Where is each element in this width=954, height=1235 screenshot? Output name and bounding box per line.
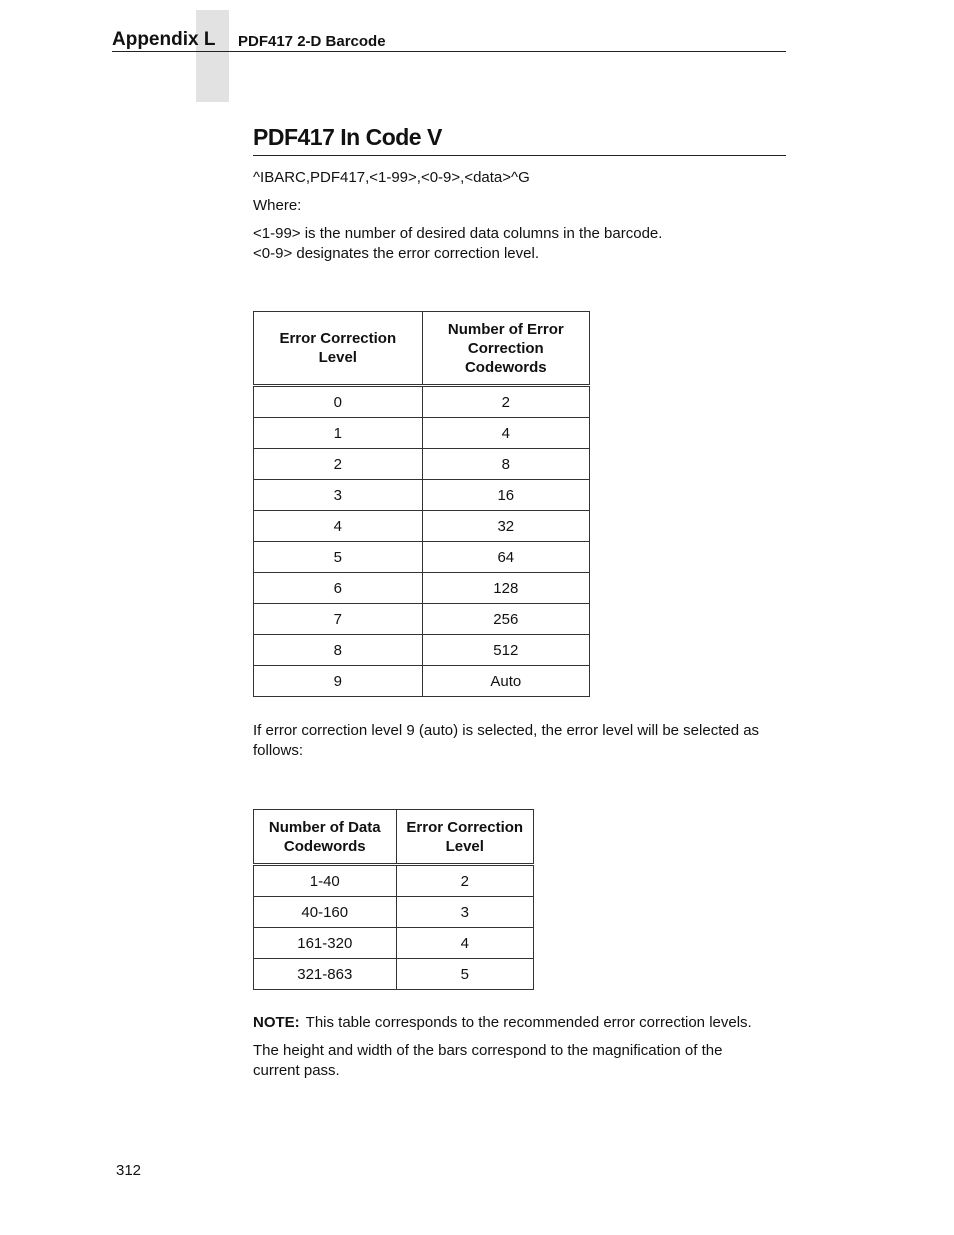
table-cell: 9 bbox=[254, 666, 423, 697]
table-cell: 3 bbox=[254, 480, 423, 511]
appendix-label: Appendix L bbox=[112, 29, 216, 50]
chapter-title: PDF417 2-D Barcode bbox=[238, 33, 386, 50]
param-error-level-description: <0-9> designates the error correction level. bbox=[253, 245, 539, 262]
table-cell: 64 bbox=[422, 542, 589, 573]
closing-paragraph: The height and width of the bars correspond to the magnification of the current pass. bbox=[253, 1042, 723, 1079]
table-cell: 4 bbox=[422, 418, 589, 449]
section-divider bbox=[253, 155, 786, 156]
command-syntax: ^IBARC,PDF417,<1-99>,<0-9>,<data>^G bbox=[253, 169, 530, 186]
table-cell: 16 bbox=[422, 480, 589, 511]
table-row bbox=[254, 635, 590, 666]
table-cell: 2 bbox=[422, 386, 589, 418]
table-cell: 4 bbox=[396, 928, 533, 959]
table-row bbox=[254, 928, 534, 959]
table-row bbox=[254, 542, 590, 573]
table-cell: 8 bbox=[254, 635, 423, 666]
column-header: Error Correction Level bbox=[254, 312, 423, 386]
table-row bbox=[254, 959, 534, 990]
table-cell: 128 bbox=[422, 573, 589, 604]
note-label: NOTE: bbox=[253, 1014, 300, 1031]
auto-level-explanation: If error correction level 9 (auto) is selected, the error level will be selected as follows: bbox=[253, 722, 760, 759]
table-row bbox=[254, 604, 590, 635]
table-cell: Auto bbox=[422, 666, 589, 697]
table-cell: 8 bbox=[422, 449, 589, 480]
column-header: Number of Data Codewords bbox=[254, 810, 397, 865]
table-row bbox=[254, 897, 534, 928]
auto-level-selection-table bbox=[253, 809, 534, 990]
where-label: Where: bbox=[253, 197, 302, 214]
note-paragraph bbox=[253, 1013, 752, 1033]
table-cell: 2 bbox=[254, 449, 423, 480]
table-header-row bbox=[254, 312, 590, 386]
table-cell: 3 bbox=[396, 897, 533, 928]
table-cell: 6 bbox=[254, 573, 423, 604]
table-row bbox=[254, 449, 590, 480]
table-cell: 1 bbox=[254, 418, 423, 449]
table-cell: 4 bbox=[254, 511, 423, 542]
table-row bbox=[254, 511, 590, 542]
table-cell: 5 bbox=[254, 542, 423, 573]
error-correction-codewords-table bbox=[253, 311, 590, 697]
table-row bbox=[254, 865, 534, 897]
page-number: 312 bbox=[116, 1162, 142, 1179]
table-row bbox=[254, 418, 590, 449]
table-cell: 256 bbox=[422, 604, 589, 635]
table-cell: 40-160 bbox=[254, 897, 397, 928]
chapter-tab-marker bbox=[196, 10, 229, 102]
column-header: Error Correction Level bbox=[396, 810, 533, 865]
note-text: This table corresponds to the recommended error correction levels. bbox=[305, 1014, 752, 1031]
header-divider bbox=[112, 51, 786, 52]
table-cell: 1-40 bbox=[254, 865, 397, 897]
table-cell: 321-863 bbox=[254, 959, 397, 990]
table-cell: 7 bbox=[254, 604, 423, 635]
table-header-row bbox=[254, 810, 534, 865]
param-columns-description: <1-99> is the number of desired data columns in the barcode. bbox=[253, 225, 663, 242]
table-row bbox=[254, 573, 590, 604]
table-cell: 161-320 bbox=[254, 928, 397, 959]
table-cell: 0 bbox=[254, 386, 423, 418]
table-cell: 2 bbox=[396, 865, 533, 897]
column-header: Number of Error Correction Codewords bbox=[422, 312, 589, 386]
table-row bbox=[254, 386, 590, 418]
table-row bbox=[254, 480, 590, 511]
table-cell: 32 bbox=[422, 511, 589, 542]
section-title: PDF417 In Code V bbox=[253, 124, 442, 150]
table-cell: 512 bbox=[422, 635, 589, 666]
table-cell: 5 bbox=[396, 959, 533, 990]
table-row bbox=[254, 666, 590, 697]
